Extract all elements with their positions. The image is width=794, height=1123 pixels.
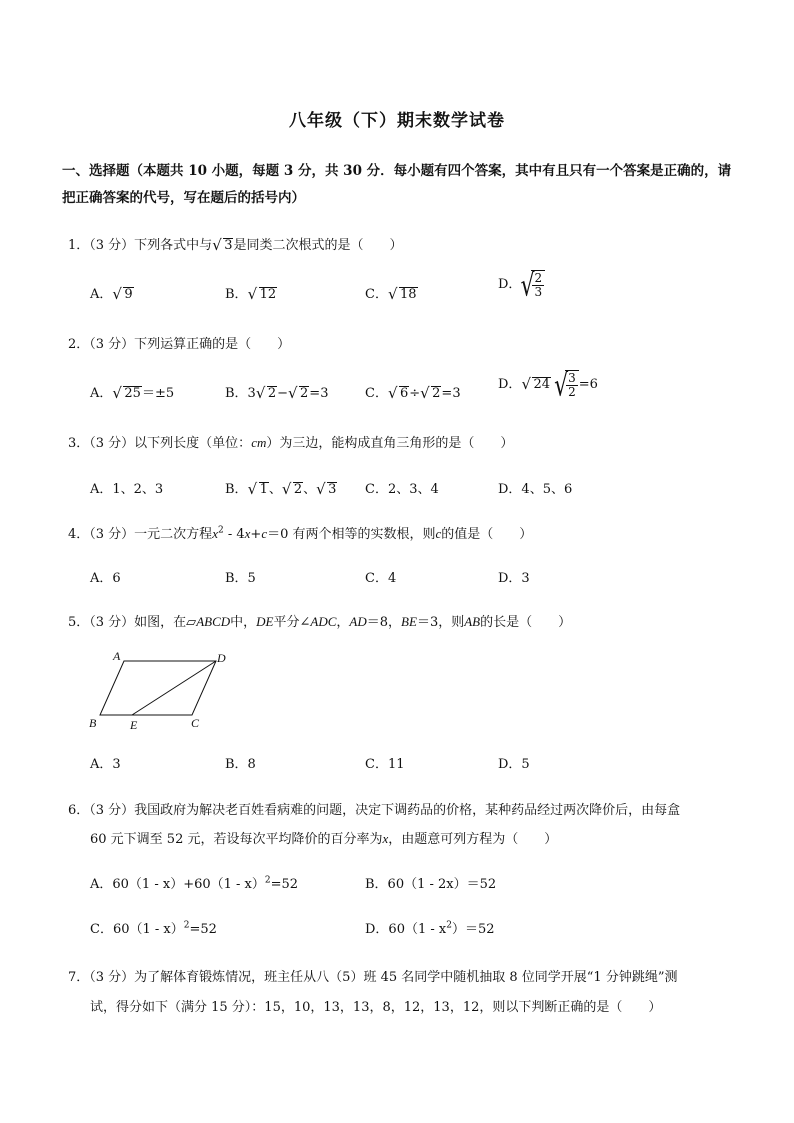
- q4-option-c: C．4: [365, 571, 397, 586]
- q5-option-c: C．11: [365, 757, 405, 772]
- q6-option-a: A．60（1 - x）+60（1 - x）$^2$=52: [90, 875, 299, 892]
- label-c: C: [191, 716, 200, 730]
- q1-option-a: A．√ 9: [90, 283, 134, 302]
- section-heading: 一、选择题（本题共 10 小题，每题 3 分，共 30 分．每小题有四个答案，其中有且只有一个答案是正确的，请把正确答案的代号，写在题后的括号内）: [62, 163, 732, 206]
- q4-option-a: A．6: [90, 571, 121, 586]
- q5-option-a: A．3: [90, 757, 121, 772]
- q3-option-d: D．4、5、6: [498, 482, 573, 497]
- label-a: A: [113, 649, 121, 663]
- question-5-stem: 5．（3 分）如图，在▱ABCD中，DE平分∠ADC，AD＝8，BE＝3，则AB的长是（ ）: [68, 614, 572, 630]
- segment-de: [132, 661, 216, 715]
- question-6-line1: 6．（3 分）我国政府为解决老百姓看病难的问题，决定下调药品的价格，某种药品经过两次降价后，由每盒: [68, 803, 681, 818]
- q6-option-c: C．60（1 - x）$^2$=52: [90, 920, 217, 937]
- question-3-stem: 3．（3 分）以下列长度（单位：cm）为三边，能构成直角三角形的是（ ）: [68, 435, 514, 451]
- q2-option-a: A．√ 25＝±5: [90, 382, 174, 401]
- q1-option-d: D． √ $\frac{2}{3}$: [498, 270, 545, 299]
- question-2-stem: 2．（3 分）下列运算正确的是（ ）: [68, 337, 291, 352]
- question-1-stem: 1．（3 分）下列各式中与√ 3是同类二次根式的是（ ）: [68, 234, 402, 253]
- parallelogram-figure: [80, 645, 240, 735]
- q4-option-d: D．3: [498, 571, 530, 586]
- q6-option-d: D．$60(1 - x^2)=52$: [365, 920, 495, 937]
- question-6-line2: 60 元下调至 52 元，若设每次平均降价的百分率为x，由题意可列方程为（ ）: [90, 831, 558, 847]
- page-title: 八年级（下）期末数学试卷: [289, 111, 505, 131]
- q3-option-c: C．2、3、4: [365, 482, 439, 497]
- q2-option-c: C．√ 6÷√ 2=3: [365, 382, 461, 401]
- q5-option-d: D．5: [498, 757, 530, 772]
- q5-option-b: B．8: [225, 757, 256, 772]
- label-b: B: [89, 716, 97, 730]
- label-e: E: [130, 718, 138, 732]
- q3-option-b: B．√ 1、√ 2、√ 3: [225, 478, 337, 497]
- question-7-line2: 试，得分如下（满分 15 分）：15，10，13，13，8，12，13，12，则以下判断正确的是（ ）: [90, 1000, 662, 1015]
- q1-option-c: C．√ 18: [365, 283, 418, 302]
- question-4-stem: 4．（3 分）一元二次方程$x^2 - 4x+c=0$ 有两个相等的实数根，则c的值是（ ）: [68, 525, 533, 542]
- label-d: D: [217, 651, 226, 665]
- parallelogram-abcd: [100, 661, 216, 715]
- q6-option-b: B．60（1 - 2x）＝52: [365, 877, 497, 892]
- q3-option-a: A．1、2、3: [90, 482, 164, 497]
- q2-option-d: D．√ 24 √ $\frac{3}{2}$ =6: [498, 370, 598, 399]
- question-7-line1: 7．（3 分）为了解体育锻炼情况，班主任从八（5）班 45 名同学中随机抽取 8 位同学开展“1 分钟跳绳”测: [68, 970, 678, 985]
- q4-option-b: B．5: [225, 571, 256, 586]
- q1-option-b: B．√ 12: [225, 283, 277, 302]
- q2-option-b: B．3√ 2−√ 2=3: [225, 382, 328, 401]
